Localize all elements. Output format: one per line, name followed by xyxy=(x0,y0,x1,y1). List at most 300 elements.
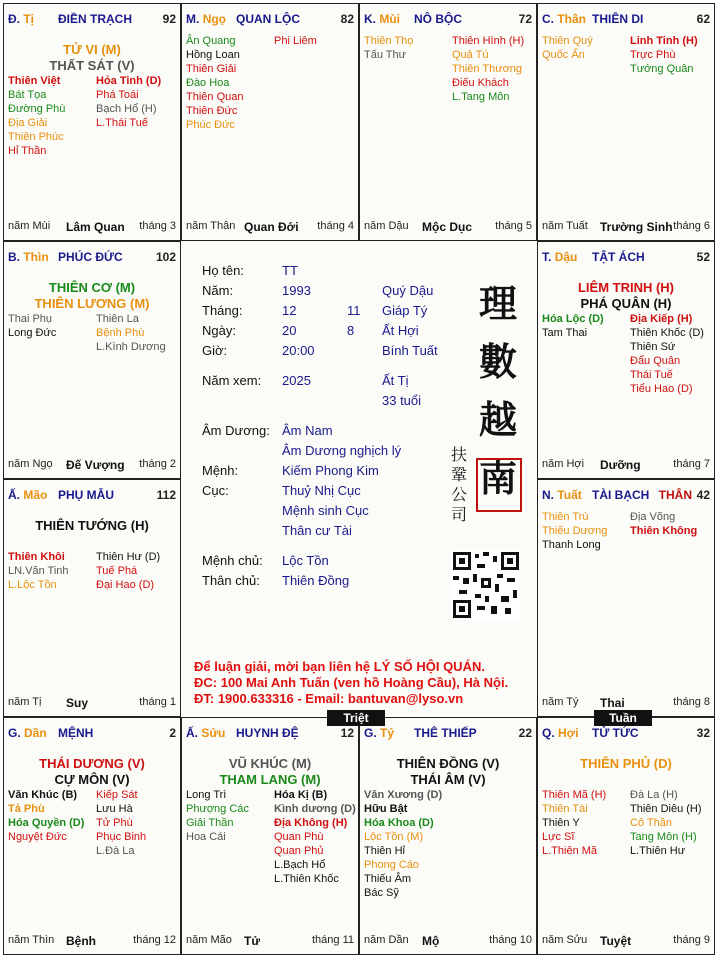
main-star: THIÊN TƯỚNG (H) xyxy=(35,518,149,533)
palace-suu[interactable] xyxy=(181,717,359,955)
minor-star: Tả Phù xyxy=(8,803,45,815)
palace-chi: Ngọ xyxy=(202,12,227,26)
name-value: TT xyxy=(282,263,298,278)
palace-year: năm Mão xyxy=(186,934,232,946)
palace-number: 52 xyxy=(696,250,710,264)
palace-name: ĐIỀN TRẠCH xyxy=(58,12,132,26)
menh-chu-value: Lộc Tồn xyxy=(282,553,329,568)
main-stars xyxy=(182,756,358,788)
palace-header xyxy=(542,488,710,504)
palace-stage: Đế Vượng xyxy=(66,458,125,472)
palace-year: năm Thân xyxy=(186,220,236,232)
palace-year: năm Sửu xyxy=(542,934,588,946)
right-stars xyxy=(630,788,702,858)
tuan-marker: Tuần xyxy=(594,710,652,726)
minor-star: Phục Binh xyxy=(96,831,147,843)
palace-tuat[interactable] xyxy=(537,479,715,717)
callig-char-3: 越 xyxy=(478,397,517,442)
palace-stage: Trường Sinh xyxy=(600,220,673,234)
minor-star: Hóa Kị (B) xyxy=(274,789,328,801)
day-lunar: 8 xyxy=(347,323,355,338)
small-char-1: 扶 xyxy=(450,445,467,464)
minor-star: Bát Tọa xyxy=(8,89,47,101)
minor-star: Thiếu Dương xyxy=(542,525,608,537)
left-stars xyxy=(542,34,593,62)
minor-star: Tam Thai xyxy=(542,327,588,339)
palace-header xyxy=(8,488,176,504)
palace-number: 112 xyxy=(156,488,176,502)
palace-ti[interactable] xyxy=(3,3,181,241)
palace-year: năm Thìn xyxy=(8,934,55,946)
main-star: CỰ MÔN (V) xyxy=(54,772,130,787)
contact-address: ĐC: 100 Mai Anh Tuấn (ven hồ Hoàng Cầu), Hà Nội. xyxy=(194,675,509,690)
main-stars xyxy=(538,280,714,312)
palace-year: năm Tuất xyxy=(542,220,588,232)
minor-star: Thai Phụ xyxy=(8,313,53,325)
palace-ty[interactable] xyxy=(359,717,537,955)
palace-number: 62 xyxy=(696,12,710,26)
palace-can: Ấ. xyxy=(8,488,20,502)
main-star: THIÊN ĐỒNG (V) xyxy=(396,756,500,771)
palace-name: PHỤ MẪU xyxy=(58,488,114,502)
palace-month: tháng 8 xyxy=(673,696,710,708)
right-stars xyxy=(630,34,698,76)
minor-star: Quan Phù xyxy=(274,831,324,843)
palace-stage: Mộ xyxy=(422,934,440,948)
minor-star: Thiên Việt xyxy=(8,75,61,87)
left-stars xyxy=(186,34,243,132)
palace-stage: Bệnh xyxy=(66,934,96,948)
palace-year: năm Dần xyxy=(364,934,409,946)
minor-star: L.Bạch Hổ xyxy=(274,859,326,871)
right-stars xyxy=(274,788,356,886)
minor-star: Hoa Cái xyxy=(186,831,226,843)
year-canchi: Quý Dậu xyxy=(382,283,434,298)
name-label: Họ tên: xyxy=(202,263,244,278)
main-star: TỬ VI (M) xyxy=(63,42,121,57)
minor-star: Phá Toái xyxy=(96,89,139,101)
palace-stage: Quan Đới xyxy=(244,220,299,234)
palace-chi: Tý xyxy=(380,726,395,740)
minor-star: Thiên Quan xyxy=(186,91,244,103)
minor-star: Linh Tinh (H) xyxy=(630,35,698,47)
palace-name: TẬT ÁCH xyxy=(592,250,645,264)
palace-footer xyxy=(542,458,710,472)
minor-star: Thiên Hư (D) xyxy=(96,551,161,563)
than-cu-value: Thân cư Tài xyxy=(282,523,352,538)
palace-footer xyxy=(542,220,710,234)
palace-footer xyxy=(542,696,710,710)
minor-star: L.Thiên Mã xyxy=(542,845,598,857)
minor-star: Giải Thần xyxy=(186,817,234,829)
minor-star: Phi Liêm xyxy=(274,35,317,47)
minor-star: Cô Thần xyxy=(630,817,672,829)
right-stars xyxy=(630,312,704,396)
left-stars xyxy=(8,312,56,340)
main-star: LIÊM TRINH (H) xyxy=(577,280,675,295)
palace-month: tháng 5 xyxy=(495,220,532,232)
palace-month: tháng 7 xyxy=(673,458,710,470)
palace-header xyxy=(8,250,176,266)
minor-star: Lưu Hà xyxy=(96,803,133,815)
palace-can: C. xyxy=(542,12,554,26)
minor-star: Tiểu Hao (D) xyxy=(630,383,693,395)
than-chu-value: Thiên Đồng xyxy=(282,573,350,588)
palace-can: K. xyxy=(364,12,376,26)
palace-header xyxy=(8,726,176,742)
minor-star: L.Kình Dương xyxy=(96,341,166,353)
palace-month: tháng 6 xyxy=(673,220,710,232)
palace-chi: Mão xyxy=(23,488,48,502)
menh-label: Mệnh: xyxy=(202,463,239,478)
age-value: 33 tuổi xyxy=(382,393,422,408)
palace-name: TÀI BẠCH xyxy=(592,488,650,502)
main-stars xyxy=(4,280,180,312)
left-stars xyxy=(8,74,65,158)
palace-dau[interactable] xyxy=(537,241,715,479)
day-canchi: Ất Hợi xyxy=(382,323,419,338)
main-star: THÁI ÂM (V) xyxy=(410,772,486,787)
minor-star: Bác Sỹ xyxy=(364,887,399,899)
right-stars xyxy=(452,34,524,104)
minor-star: Nguyệt Đức xyxy=(8,831,67,843)
callig-char-4: 南 xyxy=(478,455,517,500)
palace-header xyxy=(364,12,532,28)
minor-star: Thiên Phúc xyxy=(8,131,64,143)
minor-star: Thiên Diêu (H) xyxy=(630,803,702,815)
palace-mao[interactable] xyxy=(3,479,181,717)
left-stars xyxy=(542,312,604,340)
palace-number: 82 xyxy=(340,12,354,26)
palace-number: 2 xyxy=(169,726,176,740)
palace-number: 22 xyxy=(518,726,532,740)
palace-than[interactable] xyxy=(537,3,715,241)
main-star: THAM LANG (M) xyxy=(219,772,321,787)
calligraphy-small xyxy=(448,445,470,525)
palace-footer xyxy=(186,220,354,234)
red-seal-stamp xyxy=(476,458,522,512)
minor-star: Thiên Thọ xyxy=(364,35,414,47)
small-char-3: 公 xyxy=(450,485,467,504)
palace-stage: Lâm Quan xyxy=(66,220,125,234)
minor-star: Bạch Hổ (H) xyxy=(96,103,157,115)
minor-star: Phúc Đức xyxy=(186,119,235,131)
palace-can: N. xyxy=(542,488,554,502)
view-year-label: Năm xem: xyxy=(202,373,262,388)
minor-star: Thiên Thương xyxy=(452,63,523,75)
palace-footer xyxy=(8,696,176,710)
triet-marker: Triệt xyxy=(327,710,385,726)
minor-star: Lộc Tồn (M) xyxy=(364,831,424,843)
palace-stage: Thai xyxy=(600,696,625,710)
minor-star: Tấu Thư xyxy=(364,49,407,61)
minor-star: Kiếp Sát xyxy=(96,789,138,801)
minor-star: Thiên Hỉ xyxy=(364,845,405,857)
main-stars xyxy=(4,756,180,788)
main-star: THÁI DƯƠNG (V) xyxy=(39,756,145,771)
minor-star: Lực Sĩ xyxy=(542,831,575,843)
palace-chi: Dần xyxy=(24,726,47,740)
minor-star: Thiếu Âm xyxy=(364,873,412,885)
minor-star: Thiên Quý xyxy=(542,35,593,47)
palace-footer xyxy=(542,934,710,948)
main-stars xyxy=(4,518,180,534)
right-stars xyxy=(630,510,697,538)
palace-can: M. xyxy=(186,12,200,26)
palace-name: THÊ THIẾP xyxy=(414,726,477,740)
palace-can: Đ. xyxy=(8,12,20,26)
palace-name: PHÚC ĐỨC xyxy=(58,250,123,264)
palace-footer xyxy=(364,220,532,234)
minor-star: Địa Giải xyxy=(8,117,48,129)
minor-star: Đào Hoa xyxy=(186,77,230,89)
menh-chu-label: Mệnh chủ: xyxy=(202,553,263,568)
minor-star: Quốc Ấn xyxy=(542,49,585,61)
palace-year: năm Dậu xyxy=(364,220,409,232)
year-label: Năm: xyxy=(202,283,234,298)
minor-star: Thiên Mã (H) xyxy=(542,789,607,801)
minor-star: Trực Phù xyxy=(630,49,676,61)
palace-month: tháng 10 xyxy=(489,934,532,946)
minor-star: Thiên Y xyxy=(542,817,580,829)
palace-chi: Tuất xyxy=(557,488,582,502)
palace-hoi[interactable] xyxy=(537,717,715,955)
right-stars xyxy=(96,788,146,858)
palace-header xyxy=(542,12,710,28)
minor-star: Địa Không (H) xyxy=(274,817,348,829)
menh-value: Kiếm Phong Kim xyxy=(282,463,379,478)
minor-star: Hỏa Tinh (D) xyxy=(96,75,162,87)
minor-star: Thiên Đức xyxy=(186,105,238,117)
minor-star: Đà La (H) xyxy=(630,789,678,801)
palace-month: tháng 11 xyxy=(311,934,354,946)
palace-number: 92 xyxy=(162,12,176,26)
palace-can: T. xyxy=(542,250,552,264)
palace-number: 32 xyxy=(696,726,710,740)
day-value: 20 xyxy=(282,323,297,338)
palace-ngo[interactable] xyxy=(181,3,359,241)
minor-star: L.Tang Môn xyxy=(452,91,510,103)
palace-dan[interactable] xyxy=(3,717,181,955)
palace-month: tháng 4 xyxy=(317,220,354,232)
palace-header xyxy=(364,726,532,742)
main-stars xyxy=(4,42,180,74)
palace-year: năm Hợi xyxy=(542,458,585,470)
palace-footer xyxy=(186,934,354,948)
minor-star: Bệnh Phù xyxy=(96,327,145,339)
palace-chi: Tị xyxy=(23,12,35,26)
palace-month: tháng 2 xyxy=(139,458,176,470)
palace-chi: Thìn xyxy=(23,250,49,264)
cuc-value: Thuỷ Nhị Cục xyxy=(282,483,361,498)
minor-star: Tuế Phá xyxy=(96,565,138,577)
main-stars xyxy=(538,756,714,772)
right-stars xyxy=(96,550,160,592)
palace-chi: Mùi xyxy=(379,12,401,26)
cuc-label: Cục: xyxy=(202,483,229,498)
minor-star: Long Trì xyxy=(186,789,227,801)
palace-footer xyxy=(364,934,532,948)
palace-stage: Tuyệt xyxy=(600,934,632,948)
minor-star: Phong Cáo xyxy=(364,859,420,871)
palace-stage: Mộc Dục xyxy=(422,220,473,234)
left-stars xyxy=(8,550,69,592)
month-canchi: Giáp Tý xyxy=(382,303,428,318)
palace-stage: Tử xyxy=(244,934,261,948)
minor-star: Địa Võng xyxy=(630,511,676,523)
minor-star: L.Lộc Tồn xyxy=(8,579,57,591)
palace-name: NÔ BỘC xyxy=(414,12,462,26)
left-stars xyxy=(542,510,607,552)
main-star: THIÊN LƯƠNG (M) xyxy=(34,296,150,311)
minor-star: Đại Hao (D) xyxy=(96,579,155,591)
minor-star: Thiên Khốc (D) xyxy=(630,327,704,339)
minor-star: Thiên Giải xyxy=(186,63,237,75)
minor-star: Thiên Tài xyxy=(542,803,588,815)
small-char-4: 司 xyxy=(450,505,467,524)
day-label: Ngày: xyxy=(202,323,236,338)
minor-star: L.Thiên Khốc xyxy=(274,873,339,885)
palace-thin[interactable] xyxy=(3,241,181,479)
palace-name: MỆNH xyxy=(58,726,94,740)
minor-star: Đẩu Quân xyxy=(630,355,681,367)
main-star: THẤT SÁT (V) xyxy=(49,58,135,73)
year-value: 1993 xyxy=(282,283,311,298)
palace-month: tháng 3 xyxy=(139,220,176,232)
left-stars xyxy=(364,788,442,900)
minor-star: Hóa Khoa (D) xyxy=(364,817,434,829)
month-value: 12 xyxy=(282,303,297,318)
main-stars xyxy=(360,756,536,788)
minor-star: Phượng Các xyxy=(186,803,249,815)
minor-star: Hồng Loan xyxy=(186,49,240,61)
palace-can: Ấ. xyxy=(186,726,198,740)
amduong-note: Âm Dương nghịch lý xyxy=(282,443,402,458)
small-char-2: 鞏 xyxy=(450,465,467,484)
palace-month: tháng 9 xyxy=(673,934,710,946)
minor-star: L.Đà La xyxy=(96,845,135,857)
palace-can: B. xyxy=(8,250,20,264)
month-lunar: 11 xyxy=(347,303,361,318)
view-year-canchi: Ất Tị xyxy=(382,373,409,388)
palace-stage: Dưỡng xyxy=(600,458,641,472)
palace-header xyxy=(8,12,176,28)
main-star: THIÊN PHỦ (D) xyxy=(580,756,672,771)
palace-footer xyxy=(8,458,176,472)
palace-number: 42 xyxy=(696,488,710,502)
callig-char-1: 理 xyxy=(478,281,517,326)
minor-star: L.Thiên Hư xyxy=(630,845,686,857)
hour-value: 20:00 xyxy=(282,343,315,358)
minor-star: Hóa Lộc (D) xyxy=(542,313,604,325)
palace-can: G. xyxy=(8,726,21,740)
right-stars xyxy=(274,34,317,48)
minor-star: Văn Xương (D) xyxy=(364,789,443,801)
palace-number: 72 xyxy=(518,12,532,26)
contact-line-1: Để luận giải, mời bạn liên hệ LÝ SỐ HỘI QUÁN. xyxy=(194,659,485,674)
minor-star: Thiên Hình (H) xyxy=(452,35,525,47)
palace-chi: Sửu xyxy=(201,726,226,740)
amduong-value: Âm Nam xyxy=(282,423,333,438)
minor-star: Văn Khúc (B) xyxy=(8,789,78,801)
minor-star: Thanh Long xyxy=(542,539,601,551)
contact-phone-email[interactable]: ĐT: 1900.633316 - Email: bantuvan@lyso.vn xyxy=(194,691,464,706)
callig-char-2: 數 xyxy=(478,339,517,384)
palace-name: QUAN LỘC xyxy=(236,12,300,26)
palace-header xyxy=(542,726,710,742)
month-label: Tháng: xyxy=(202,303,243,318)
than-chu-label: Thân chủ: xyxy=(202,573,260,588)
palace-header xyxy=(542,250,710,266)
palace-year: năm Tị xyxy=(8,696,42,708)
palace-month: tháng 1 xyxy=(139,696,176,708)
minor-star: L.Thái Tuế xyxy=(96,117,148,129)
palace-number: 12 xyxy=(340,726,354,740)
palace-month: tháng 12 xyxy=(133,934,176,946)
palace-footer xyxy=(8,934,176,948)
hour-label: Giờ: xyxy=(202,343,228,358)
minor-star: Kình dương (D) xyxy=(274,803,356,815)
minor-star: LN.Văn Tinh xyxy=(8,565,69,577)
minor-star: Thiên Khôi xyxy=(8,551,65,563)
palace-year: năm Ngọ xyxy=(8,458,53,470)
minor-star: Hữu Bật xyxy=(364,803,408,815)
left-stars xyxy=(364,34,413,62)
palace-year: năm Tý xyxy=(542,696,579,708)
minor-star: Thiên Trù xyxy=(542,511,589,523)
minor-star: Thiên Sứ xyxy=(630,341,676,353)
palace-year: năm Mùi xyxy=(8,220,51,232)
palace-header xyxy=(186,726,354,742)
minor-star: Thiên Không xyxy=(630,525,698,537)
minor-star: Hóa Quyền (D) xyxy=(8,817,85,829)
palace-can: Q. xyxy=(542,726,555,740)
main-star: THIÊN CƠ (M) xyxy=(48,280,136,295)
left-stars xyxy=(8,788,84,844)
minor-star: Thiên La xyxy=(96,313,139,325)
palace-stage: Suy xyxy=(66,696,89,710)
palace-chi: Dậu xyxy=(554,250,578,264)
palace-chi: Thân xyxy=(557,12,587,26)
minor-star: Long Đức xyxy=(8,327,57,339)
minor-star: Thái Tuế xyxy=(630,369,673,381)
palace-chi: Hợi xyxy=(558,726,579,740)
palace-name: THIÊN DI xyxy=(592,12,644,26)
minor-star: Điếu Khách xyxy=(452,77,509,89)
main-star: VŨ KHÚC (M) xyxy=(228,756,312,771)
palace-footer xyxy=(8,220,176,234)
minor-star: Hỉ Thần xyxy=(8,145,47,157)
right-stars xyxy=(96,312,166,354)
palace-name: HUYNH ĐỆ xyxy=(236,726,299,740)
palace-can: G. xyxy=(364,726,377,740)
minor-star: Đường Phù xyxy=(8,103,66,115)
minor-star: Quan Phủ xyxy=(274,845,324,857)
palace-header xyxy=(186,12,354,28)
minor-star: Tang Môn (H) xyxy=(630,831,697,843)
body-palace-badge: THÂN xyxy=(658,488,692,502)
main-star: PHÁ QUÂN (H) xyxy=(580,296,672,311)
qr-code-icon[interactable] xyxy=(451,550,521,620)
minor-star: Tử Phù xyxy=(96,817,133,829)
minor-star: Địa Kiếp (H) xyxy=(630,313,693,325)
right-stars xyxy=(96,74,161,130)
cuc-note: Mệnh sinh Cục xyxy=(282,503,369,518)
palace-name: TỬ TỨC xyxy=(592,726,639,740)
minor-star: Ân Quang xyxy=(186,35,236,47)
palace-mui[interactable] xyxy=(359,3,537,241)
left-stars xyxy=(186,788,249,844)
